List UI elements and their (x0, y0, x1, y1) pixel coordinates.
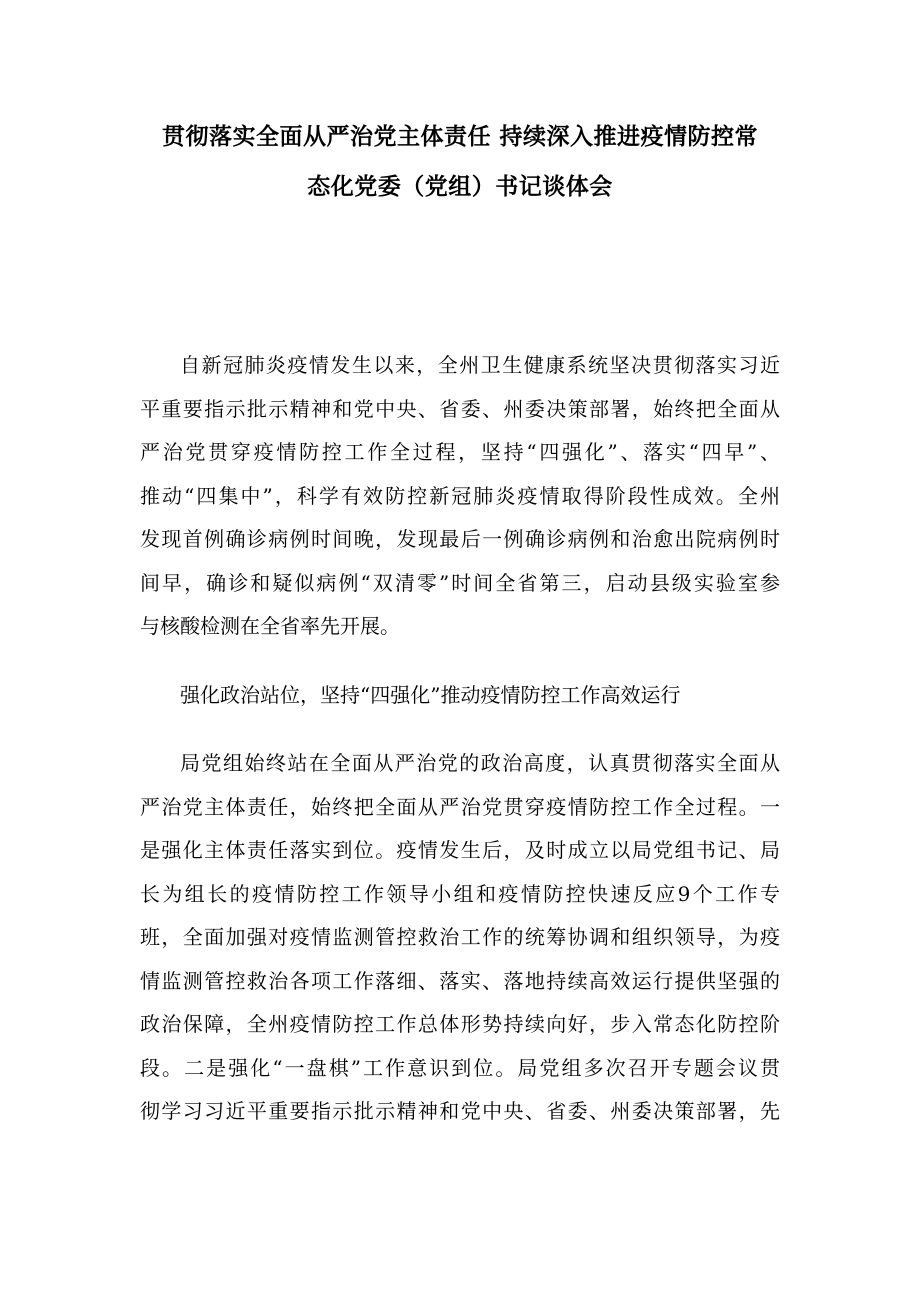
title-line-1: 贯彻落实全面从严治党主体责任 持续深入推进疫情防控常 (161, 124, 758, 150)
paragraph-line: 推动“四集中”，科学有效防控新冠肺炎疫情取得阶段性成效。全州 (140, 483, 780, 508)
section-heading (140, 674, 780, 718)
paragraph-line: 发现首例确诊病例时间晚，发现最后一例确诊病例和治愈出院病例时 (140, 527, 780, 551)
paragraph-line: 自新冠肺炎疫情发生以来，全州卫生健康系统坚决贯彻落实习近 (180, 353, 780, 377)
paragraph-line: 与核酸检测在全省率先开展。 (140, 614, 400, 638)
paragraph-line: 局党组始终站在全面从严治党的政治高度，认真贯彻落实全面从 (180, 751, 780, 775)
paragraph-line: 长为组长的疫情防控工作领导小组和疫情防控快速反应9个工作专 (140, 881, 780, 906)
paragraph-line: 情监测管控救治各项工作落细、落实、落地持续高效运行提供坚强的 (140, 968, 780, 993)
paragraph-line: 严治党主体责任，始终把全面从严治党贯穿疫情防控工作全过程。一 (140, 794, 780, 819)
section-heading-line: 强化政治站位，坚持“四强化”推动疫情防控工作高效运行 (180, 682, 681, 707)
paragraph-line: 平重要指示批示精神和党中央、省委、州委决策部署，始终把全面从 (140, 396, 780, 421)
title-line-2: 态化党委（党组）书记谈体会 (307, 174, 613, 200)
document-body (140, 344, 780, 1134)
paragraph-line: 政治保障，全州疫情防控工作总体形势持续向好，步入常态化防控阶 (140, 1012, 780, 1036)
paragraph-line: 是强化主体责任落实到位。疫情发生后，及时成立以局党组书记、局 (140, 838, 780, 862)
paragraph-body (140, 742, 780, 1134)
document-title (130, 112, 790, 212)
paragraph-line: 段。二是强化“一盘棋”工作意识到位。局党组多次召开专题会议贯 (140, 1055, 780, 1080)
paragraph-intro (140, 344, 780, 649)
paragraph-line: 彻学习习近平重要指示批示精神和党中央、省委、州委决策部署，先 (140, 1099, 780, 1123)
paragraph-line: 班，全面加强对疫情监测管控救治工作的统筹协调和组织领导，为疫 (140, 925, 780, 949)
paragraph-line: 间早，确诊和疑似病例“双清零”时间全省第三，启动县级实验室参 (140, 570, 780, 595)
paragraph-line: 严治党贯穿疫情防控工作全过程，坚持“四强化”、落实“四早”、 (140, 440, 780, 464)
